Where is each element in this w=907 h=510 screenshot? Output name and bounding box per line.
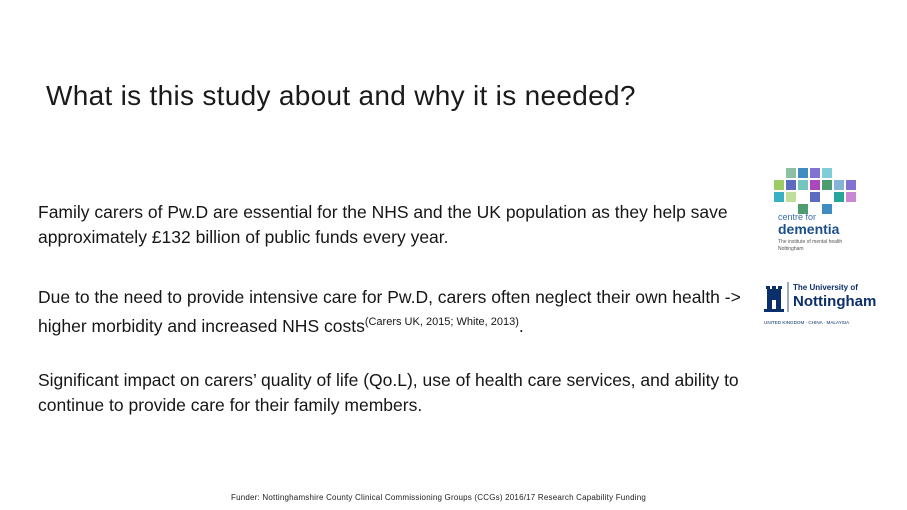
paragraph-family-carers: Family carers of Pw.D are essential for the NHS and the UK population as they help save approximately £132 billion of public funds every year. xyxy=(38,202,728,247)
citation: (Carers UK, 2015; White, 2013) xyxy=(364,316,519,328)
dementia-logo-sub-text: The institute of mental health xyxy=(778,239,843,245)
mosaic-tile xyxy=(810,192,820,202)
centre-for-dementia-logo xyxy=(764,160,868,256)
mosaic-tile xyxy=(822,180,832,190)
uon-logo-line1: The University of xyxy=(793,283,858,292)
mosaic-tile xyxy=(822,204,832,214)
castle-crest-icon xyxy=(764,286,784,312)
dementia-logo-mosaic xyxy=(774,168,856,214)
citation-period: . xyxy=(518,316,524,336)
uon-logo-tagline: UNITED KINGDOM · CHINA · MALAYSIA xyxy=(764,320,850,325)
dementia-logo-big-text: dementia xyxy=(778,221,840,237)
paragraph-impact: Significant impact on carers’ quality of life (Qo.L), use of health care services, and ability to continue to provide care for their family members. xyxy=(38,370,739,415)
mosaic-tile xyxy=(798,180,808,190)
mosaic-tile xyxy=(786,192,796,202)
funder-footer: Funder: Nottinghamshire County Clinical Commissioning Groups (CCGs) 2016/17 Research Capability Funding xyxy=(231,493,646,502)
paragraph-intensive-care xyxy=(38,285,758,339)
mosaic-tile xyxy=(810,168,820,178)
dementia-logo-small-text: centre for xyxy=(778,212,817,222)
university-of-nottingham-logo xyxy=(764,276,884,328)
uon-logo-line2: Nottingham xyxy=(793,293,877,310)
mosaic-tile xyxy=(786,180,796,190)
mosaic-tile xyxy=(786,168,796,178)
mosaic-tile xyxy=(822,168,832,178)
mosaic-tile xyxy=(834,192,844,202)
mosaic-tile xyxy=(834,180,844,190)
mosaic-tile xyxy=(846,180,856,190)
slide-title: What is this study about and why it is needed? xyxy=(46,80,636,111)
mosaic-tile xyxy=(810,180,820,190)
mosaic-tile xyxy=(798,168,808,178)
dementia-logo-sub-text-2: Nottingham xyxy=(778,246,804,252)
mosaic-tile xyxy=(774,180,784,190)
mosaic-tile xyxy=(774,192,784,202)
paragraph-intensive-care-text: Due to the need to provide intensive care for Pw.D, carers often neglect their own health -> higher morbidity and increased NHS costs xyxy=(38,287,741,336)
mosaic-tile xyxy=(846,192,856,202)
